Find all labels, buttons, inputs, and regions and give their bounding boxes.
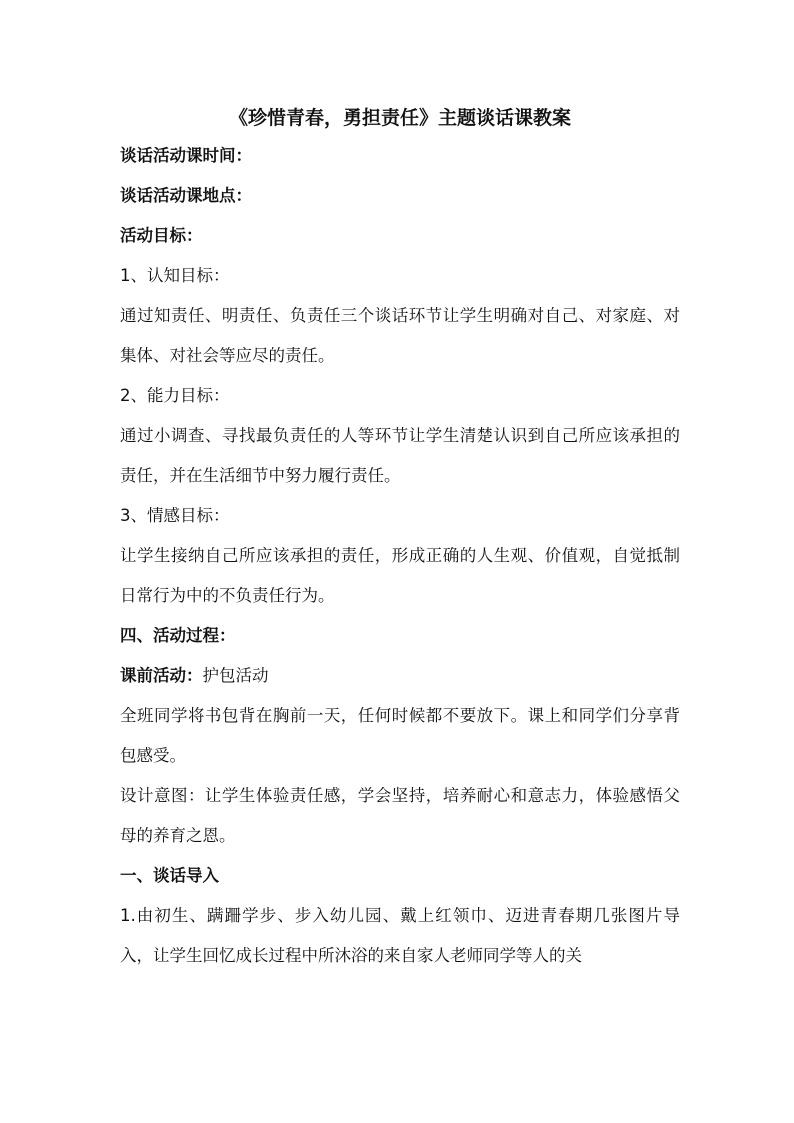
goal3-text: 让学生接纳自己所应该承担的责任，形成正确的人生观、价值观，自觉抵制日常行为中的不负责任行为。 [120,546,680,605]
goal2-text: 通过小调查、寻找最负责任的人等环节让学生清楚认识到自己所应该承担的责任，并在生活细节中努力履行责任。 [120,426,680,485]
goal3-heading: 3、情感目标： [120,506,230,525]
goal2-heading: 2、能力目标： [120,386,230,405]
place-label: 谈话活动课地点： [120,186,252,205]
pre-activity-line [120,656,680,696]
design-intent: 设计意图：让学生体验责任感，学会坚持，培养耐心和意志力，体验感悟父母的养育之恩。 [120,786,680,845]
goals-heading: 活动目标： [120,226,203,245]
pre-activity-label: 课前活动： [120,666,203,685]
section1-text: 1.由初生、蹒跚学步、步入幼儿园、戴上红领巾、迈进青春期几张图片导入，让学生回忆成长过程中所沐浴的来自家人老师同学等人的关 [120,906,680,965]
pre-activity-value: 护包活动 [202,666,269,685]
goal1-text: 通过知责任、明责任、负责任三个谈话环节让学生明确对自己、对家庭、对集体、对社会等应尽的责任。 [120,306,680,365]
document-content [120,100,680,976]
time-label: 谈话活动课时间： [120,146,252,165]
section1-heading: 一、谈话导入 [120,866,219,885]
goal1-heading: 1、认知目标： [120,266,230,285]
document-title: 《珍惜青春，勇担责任》主题谈话课教案 [228,107,571,129]
process-heading: 四、活动过程： [120,626,236,645]
pre-activity-text: 全班同学将书包背在胸前一天，任何时候都不要放下。课上和同学们分享背包感受。 [120,706,680,765]
